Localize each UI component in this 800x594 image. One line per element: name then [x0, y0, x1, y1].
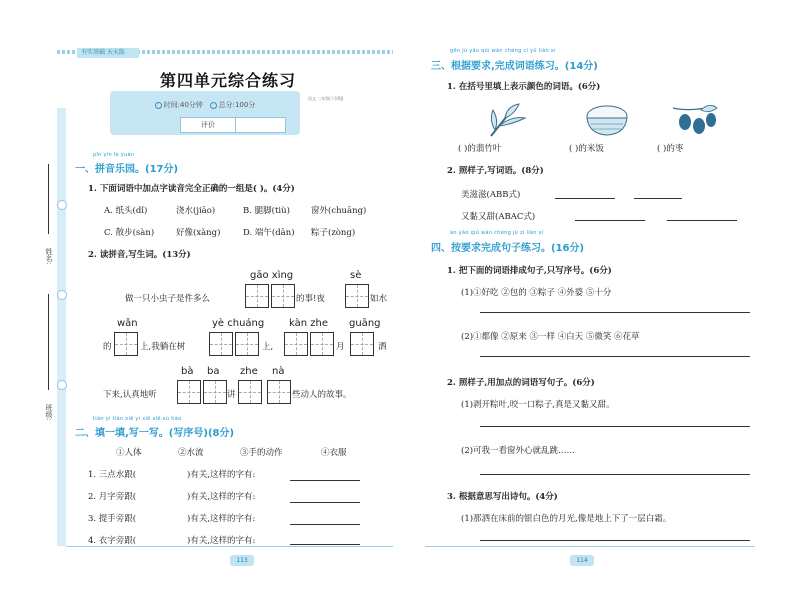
version-label: 语文 二年级(下)(RJ) — [308, 96, 344, 101]
q2-opt4: ④衣服 — [321, 448, 347, 458]
answer-line[interactable] — [634, 198, 682, 199]
time-label: 时间:40分钟 — [163, 101, 203, 109]
q4-1-stem: 1. 把下面的词语排成句子,只写序号。(6分) — [447, 266, 612, 276]
right-bottom-line — [425, 546, 755, 547]
side-class-label: 班级: — [45, 404, 53, 421]
fill-item-suffix: )有关,这样的字有: — [187, 492, 256, 502]
q2-opt1: ①人体 — [116, 448, 142, 458]
fill-item-suffix: )有关,这样的字有: — [187, 514, 256, 524]
tianzige-box[interactable] — [114, 332, 138, 356]
sec2-pinyin: tián yi tián xiě yi xiě xiě xù hào — [93, 416, 182, 422]
q4-2b: (2)可我一看窗外心就乱跳…… — [461, 446, 576, 456]
fill-item-label: 4. 衣字旁跟( — [88, 536, 137, 546]
left-page-number: 113 — [230, 555, 254, 566]
q1-optA: A. 纸头(dǐ) — [104, 206, 148, 216]
q1-optB2: 窗外(chuāng) — [311, 206, 367, 216]
tianzige-box[interactable] — [177, 380, 201, 404]
tianzige-box[interactable] — [203, 380, 227, 404]
tianzige-box[interactable] — [345, 284, 369, 308]
sec2-title: 二、填一填,写一写。(写序号)(8分) — [75, 428, 235, 439]
tianzige-box[interactable] — [271, 284, 295, 308]
q3-1-item: ( )的米饭 — [569, 144, 604, 154]
clock-icon — [155, 102, 162, 109]
sec4-pinyin: àn yāo qiú wán chéng jù zi liàn xí — [450, 230, 544, 236]
eval-label: 评价 — [181, 118, 236, 132]
pinyin-na: nà — [272, 366, 285, 377]
right-page-number: 114 — [570, 555, 594, 566]
binding-hole — [57, 380, 67, 390]
q3-1-item: ( )的翡竹叶 — [458, 144, 502, 154]
score-label: 总分:100分 — [218, 101, 256, 109]
q2-line2b: 上,我躺在树 — [140, 342, 186, 352]
q2-line3a: 下来,认真地听 — [103, 390, 157, 400]
q3-1-stem: 1. 在括号里填上表示颜色的词语。(6分) — [447, 82, 601, 92]
q1-optC2: 好像(xàng) — [176, 228, 221, 238]
bamboo-leaf-icon — [485, 102, 531, 138]
answer-line[interactable] — [290, 544, 360, 545]
tianzige-box[interactable] — [267, 380, 291, 404]
pinyin-ba: bà — [181, 366, 194, 377]
pinyin-wan: wǎn — [117, 318, 138, 329]
fill-item-suffix: )有关,这样的字有: — [187, 470, 256, 480]
q1-optD: D. 端午(dān) — [243, 228, 295, 238]
answer-line[interactable] — [480, 426, 750, 427]
answer-line[interactable] — [575, 220, 645, 221]
pinyin-kanzhe: kàn zhe — [289, 318, 328, 329]
q1-stem: 1. 下面词语中加点字读音完全正确的一组是( )。(4分) — [88, 184, 295, 194]
tianzige-box[interactable] — [235, 332, 259, 356]
q2-stem: 2. 读拼音,写生词。(13分) — [88, 250, 191, 260]
q2-line1b: 的事!夜 — [296, 294, 325, 304]
answer-line[interactable] — [555, 198, 615, 199]
page-title: 第四单元综合练习 — [159, 71, 296, 90]
q3-2a: 美滋滋(ABB式) — [461, 190, 521, 200]
answer-line[interactable] — [290, 524, 360, 525]
q4-1a: (1)①好吃 ②包的 ③粽子 ④外婆 ⑤十分 — [461, 288, 612, 298]
left-tab-label: 夯实基础 天天练 — [77, 48, 139, 58]
pinyin-zhe: zhe — [240, 366, 258, 377]
q1-optB: B. 腿脚(tiù) — [243, 206, 290, 216]
dates-icon — [671, 102, 721, 138]
sec4-title: 四、按要求完成句子练习。(16分) — [431, 243, 585, 254]
q1-optD2: 粽子(zòng) — [311, 228, 356, 238]
q4-2a: (1)剥开粽叶,咬一口粽子,真是又黏又甜。 — [461, 400, 615, 410]
q2-line2d: 月 — [336, 342, 345, 352]
q2-line3b: 讲 — [227, 390, 236, 400]
tianzige-box[interactable] — [238, 380, 262, 404]
left-side-bar — [57, 108, 66, 546]
answer-line[interactable] — [667, 220, 737, 221]
q2-line2c: 上, — [262, 342, 274, 352]
answer-line[interactable] — [290, 480, 360, 481]
tianzige-box[interactable] — [284, 332, 308, 356]
q2-line3c: 些动人的故事。 — [292, 390, 352, 400]
tianzige-box[interactable] — [310, 332, 334, 356]
time-score-line — [112, 100, 298, 110]
q3-2b: 又黏又甜(ABAC式) — [461, 212, 536, 222]
sec1-title: 一、拼音乐园。(17分) — [75, 164, 179, 175]
tianzige-box[interactable] — [245, 284, 269, 308]
q1-optC: C. 散步(sàn) — [104, 228, 155, 238]
answer-line[interactable] — [480, 540, 750, 541]
q2-opt3: ③手的动作 — [240, 448, 283, 458]
q4-3a: (1)那洒在床前的银白色的月光,像是地上下了一层白霜。 — [461, 514, 672, 524]
q2-line1a: 做一只小虫子是件多么 — [125, 294, 211, 304]
answer-line[interactable] — [480, 312, 750, 313]
pinyin-se: sè — [350, 270, 362, 281]
q2-line2a: 的 — [103, 342, 112, 352]
fill-item-label: 2. 月字旁跟( — [88, 492, 137, 502]
binding-hole — [57, 200, 67, 210]
q1-optA2: 浇水(jiāo) — [176, 206, 216, 216]
pinyin-guang: guāng — [349, 318, 381, 329]
tianzige-box[interactable] — [350, 332, 374, 356]
q2-line2e: 洒 — [378, 342, 387, 352]
pinyin-yechuang: yè chuáng — [212, 318, 265, 329]
pinyin-ba2: ba — [207, 366, 220, 377]
q4-2-stem: 2. 照样子,用加点的词语写句子。(6分) — [447, 378, 595, 388]
left-bottom-line — [66, 546, 393, 547]
answer-line[interactable] — [480, 474, 750, 475]
rice-bowl-icon — [583, 104, 631, 138]
fill-item-suffix: )有关,这样的字有: — [187, 536, 256, 546]
answer-line[interactable] — [480, 356, 750, 357]
q3-1-item: ( )的枣 — [657, 144, 684, 154]
score-icon — [210, 102, 217, 109]
sec3-title: 三、根据要求,完成词语练习。(14分) — [431, 61, 598, 72]
tianzige-box[interactable] — [209, 332, 233, 356]
binding-hole — [57, 290, 67, 300]
q4-1b: (2)①都像 ②原来 ③一样 ④白天 ⑤微笑 ⑥花草 — [461, 332, 640, 342]
q4-3-stem: 3. 根据意思写出诗句。(4分) — [447, 492, 558, 502]
q2-opt2: ②水流 — [178, 448, 204, 458]
fill-item-label: 1. 三点水跟( — [88, 470, 137, 480]
pinyin-gaoxing: gāo xìng — [250, 270, 294, 281]
q2-line1c: 如水 — [370, 294, 388, 304]
sec1-pinyin: pīn yīn lè yuán — [93, 152, 135, 158]
side-class-line — [48, 294, 49, 390]
sec3-pinyin: gēn jù yāo qiú wán chéng cí yǔ liàn xí — [450, 48, 556, 54]
side-name-line — [48, 164, 49, 234]
fill-item-label: 3. 提手旁跟( — [88, 514, 137, 524]
eval-box[interactable] — [180, 117, 286, 133]
answer-line[interactable] — [290, 502, 360, 503]
side-name-label: 姓名: — [45, 248, 53, 265]
q3-2-stem: 2. 照样子,写词语。(8分) — [447, 166, 544, 176]
